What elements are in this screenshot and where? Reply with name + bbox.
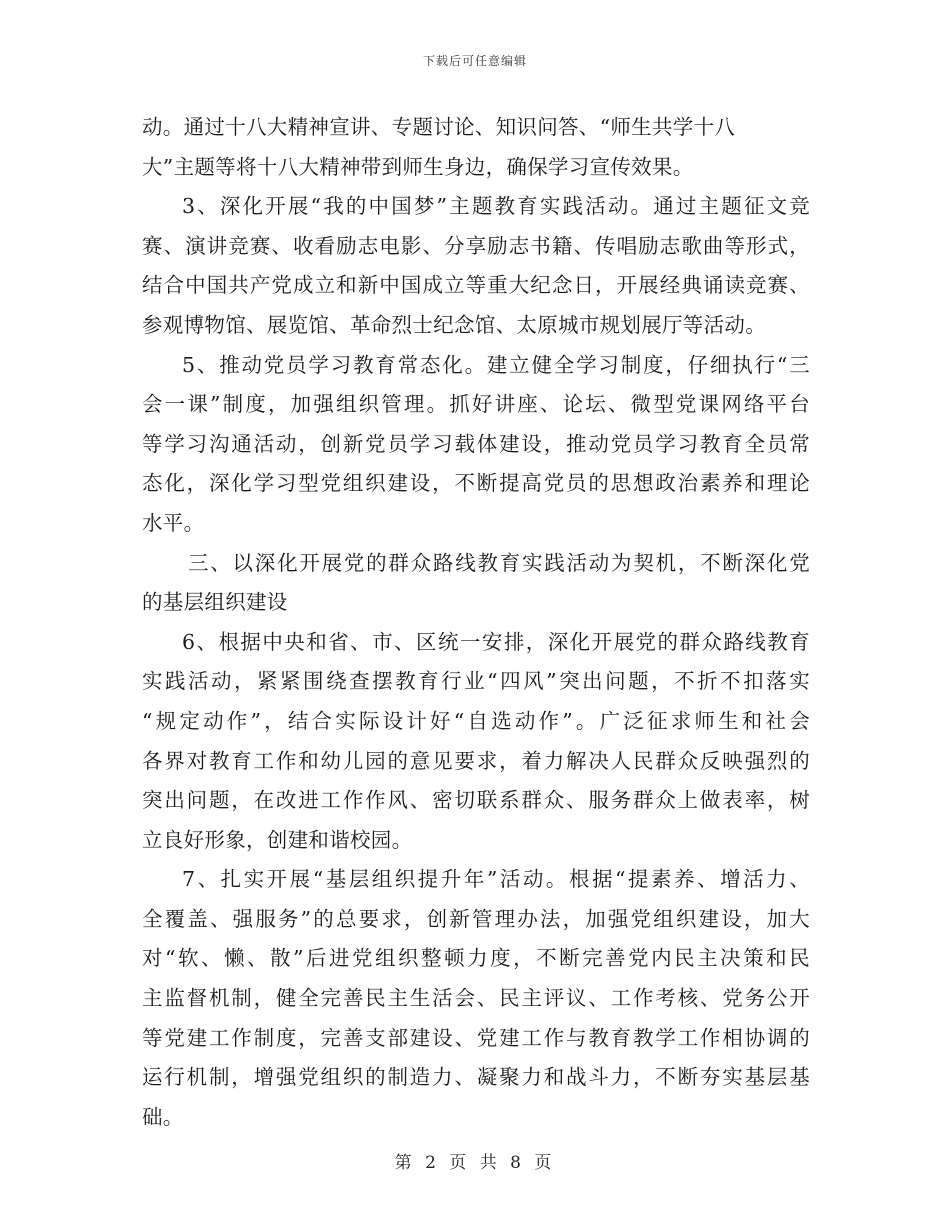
body-line: 运行机制，增强党组织的制造力、凝聚力和战斗力，不断夯实基层基 (142, 1065, 810, 1090)
body-line: 全覆盖、强服务”的总要求，创新管理办法，加强党组织建设，加大 (142, 906, 810, 931)
body-line: 实践活动，紧紧围绕查摆教育行业“四风”突出问题，不折不扣落实 (142, 669, 810, 694)
body-line: 动。通过十八大精神宣讲、专题讨论、知识问答、“师生共学十八 (142, 115, 736, 139)
body-line: 5、推动党员学习教育常态化。建立健全学习制度，仔细执行“三 (182, 352, 810, 377)
document-body (142, 108, 810, 1137)
page-header: 下载后可任意编辑 (422, 54, 527, 68)
body-line: 3、深化开展“我的中国梦”主题教育实践活动。通过主题征文竞 (182, 194, 810, 219)
body-line: 会一课”制度，加强组织管理。抓好讲座、论坛、微型党课网络平台 (142, 392, 810, 417)
body-line: 参观博物馆、展览馆、革命烈士纪念馆、太原城市规划展厅等活动。 (142, 312, 766, 337)
section-heading-line: 三、以深化开展党的群众路线教育实践活动为契机，不断深化党 (188, 550, 810, 575)
body-line: 大”主题等将十八大精神带到师生身边，确保学习宣传效果。 (142, 154, 694, 179)
body-line: 6、根据中央和省、市、区统一安排，深化开展党的群众路线教育 (182, 629, 810, 654)
body-line: 态化，深化学习型党组织建设，不断提高党员的思想政治素养和理论 (142, 471, 810, 496)
body-line: 等党建工作制度，完善支部建设、党建工作与教育教学工作相协调的 (142, 1025, 810, 1050)
body-line: 水平。 (142, 510, 205, 535)
body-line: 等学习沟通活动，创新党员学习载体建设，推动党员学习教育全员常 (142, 431, 810, 456)
body-line: 结合中国共产党成立和新中国成立等重大纪念日，开展经典诵读竞赛、 (142, 273, 810, 298)
body-line: 础。 (142, 1104, 184, 1129)
page-number-footer: 第 2 页 共 8 页 (394, 1153, 556, 1173)
body-line: 主监督机制，健全完善民主生活会、民主评议、工作考核、党务公开 (142, 986, 810, 1011)
body-line: “规定动作”，结合实际设计好“自选动作”。广泛征求师生和社会 (142, 708, 810, 733)
body-line: 立良好形象，创建和谐校园。 (142, 827, 413, 852)
section-heading-line: 的基层组织建设 (142, 590, 288, 615)
body-line: 对“软、懒、散”后进党组织整顿力度，不断完善党内民主决策和民 (142, 946, 810, 971)
body-line: 赛、演讲竞赛、收看励志电影、分享励志书籍、传唱励志歌曲等形式， (142, 233, 810, 258)
body-line: 突出问题，在改进工作作风、密切联系群众、服务群众上做表率，树 (142, 788, 810, 813)
body-line: 各界对教育工作和幼儿园的意见要求，着力解决人民群众反映强烈的 (142, 748, 810, 773)
body-line: 7、扎实开展“基层组织提升年”活动。根据“提素养、增活力、 (182, 867, 810, 892)
